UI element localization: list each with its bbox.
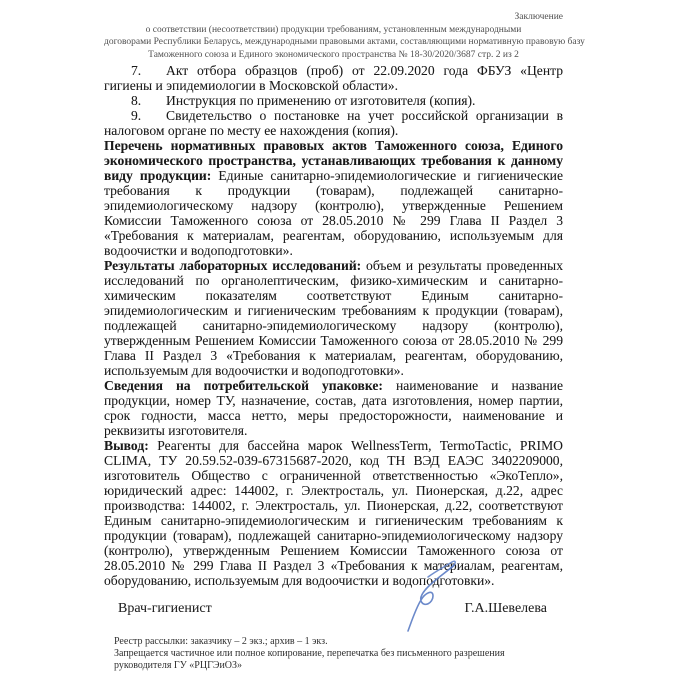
document-body (104, 63, 563, 588)
footer-copy-restriction-line-1: Запрещается частичное или полное копирование, перепечатка без письменного разрешения (114, 648, 505, 659)
paragraph-lab-results (104, 258, 563, 378)
signer-name: Г.А.Шевелева (464, 601, 547, 616)
signature-row (118, 601, 547, 617)
header-title: Заключение (514, 12, 563, 22)
list-item-9 (104, 108, 563, 138)
list-item-8-number: 8. (131, 93, 142, 108)
paragraph-normative-acts-text: Единые санитарно-эпидемиологические и гигиенические требования к продукции (товарам), подлежащей санитарно-эпидемиологическому надзору (контролю), утвержденные Решением Комиссии Таможенного союза от 28.05.2010 № 299 Глава II Раздел 3 «Требования к материалам, реагентам, оборудованию, используемым для водоочистки и водоподготовки». (104, 168, 563, 258)
list-item-8-text: Инструкция по применению от изготовителя (копия). (166, 93, 476, 108)
signer-role: Врач-гигиенист (118, 601, 212, 616)
paragraph-normative-acts-lead: Перечень нормативных правовых актов Таможенного союза, Единого экономического пространства, устанавливающих требования к данному виду продукции: (104, 138, 563, 183)
paragraph-conclusion-text: Реагенты для бассейна марок WellnessTerm, TermoTactic, PRIMO CLIMA, ТУ 20.59.52-039-67315687-2020, код ТН ВЭД ЕАЭС 3402209000, изготовитель Общество с ограниченной ответственностью «ЭкоТепло», юридический адрес: 144002, г. Электросталь, ул. Пионерская, д.22, адрес производства: 144002, г. Электросталь, ул. Пионерская, д.22, соответствуют Единым санитарно-эпидемиологическим и гигиеническим требованиям к продукции (товарам), подлежащей санитарно-эпидемиологическому надзору (контролю), утвержденным Решением Комиссии Таможенного союза от 28.05.2010 № 299 Глава II Раздел 3 «Требования к материалам, реагентам, оборудованию, используемым для водоочистки и водоподготовки». (104, 438, 563, 588)
document-header (104, 11, 585, 61)
header-subtitle-line-3: Таможенного союза и Единого экономического пространства № 18-30/2020/3687 стр. 2 из 2 (148, 49, 519, 60)
footer-distribution-register: Реестр рассылки: заказчику – 2 экз.; архив – 1 экз. (114, 636, 328, 647)
paragraph-normative-acts (104, 138, 563, 258)
list-item-7 (104, 63, 563, 93)
list-item-7-text: Акт отбора образцов (проб) от 22.09.2020 года ФБУЗ «Центр гигиены и эпидемиологии в Московской области». (104, 63, 563, 93)
header-subtitle-line-1: о соответствии (несоответствии) продукции требованиям, установленным международными (145, 24, 522, 35)
paragraph-packaging-info-lead: Сведения на потребительской упаковке: (104, 378, 383, 393)
paragraph-conclusion (104, 438, 563, 588)
list-item-7-number: 7. (131, 63, 142, 78)
document-footer (114, 636, 594, 672)
paragraph-lab-results-lead: Результаты лабораторных исследований: (104, 258, 362, 273)
paragraph-packaging-info (104, 378, 563, 438)
paragraph-conclusion-lead: Вывод: (104, 438, 149, 453)
header-subtitle-line-2: договорами Республики Беларусь, международными правовыми актами, составляющими нормативную правовую базу (104, 37, 585, 47)
paragraph-packaging-info-text: наименование и название продукции, номер ТУ, назначение, состав, дата изготовления, номер партии, срок годности, масса нетто, меры предосторожности, наименование и реквизиты изготовителя. (104, 378, 563, 438)
paragraph-lab-results-text: объем и результаты проведенных исследований по органолептическим, физико-химическим и санитарно-химическим показателям соответствуют Единым санитарно-эпидемиологическим и гигиеническим требованиям к продукции (товарам), подлежащей санитарно-эпидемиологическому надзору (контролю), утвержденным Решением Комиссии Таможенного союза от 28.05.2010 № 299 Глава II Раздел 3 «Требования к материалам, реагентам, оборудованию, используемым для водоочистки и водоподготовки». (104, 258, 563, 378)
list-item-9-number: 9. (131, 108, 142, 123)
list-item-9-text: Свидетельство о постановке на учет российской организации в налоговом органе по месту ее нахождения (копия). (104, 108, 563, 138)
footer-copy-restriction-line-2: руководителя ГУ «РЦГЭиОЗ» (114, 660, 243, 671)
list-item-8 (104, 93, 563, 108)
